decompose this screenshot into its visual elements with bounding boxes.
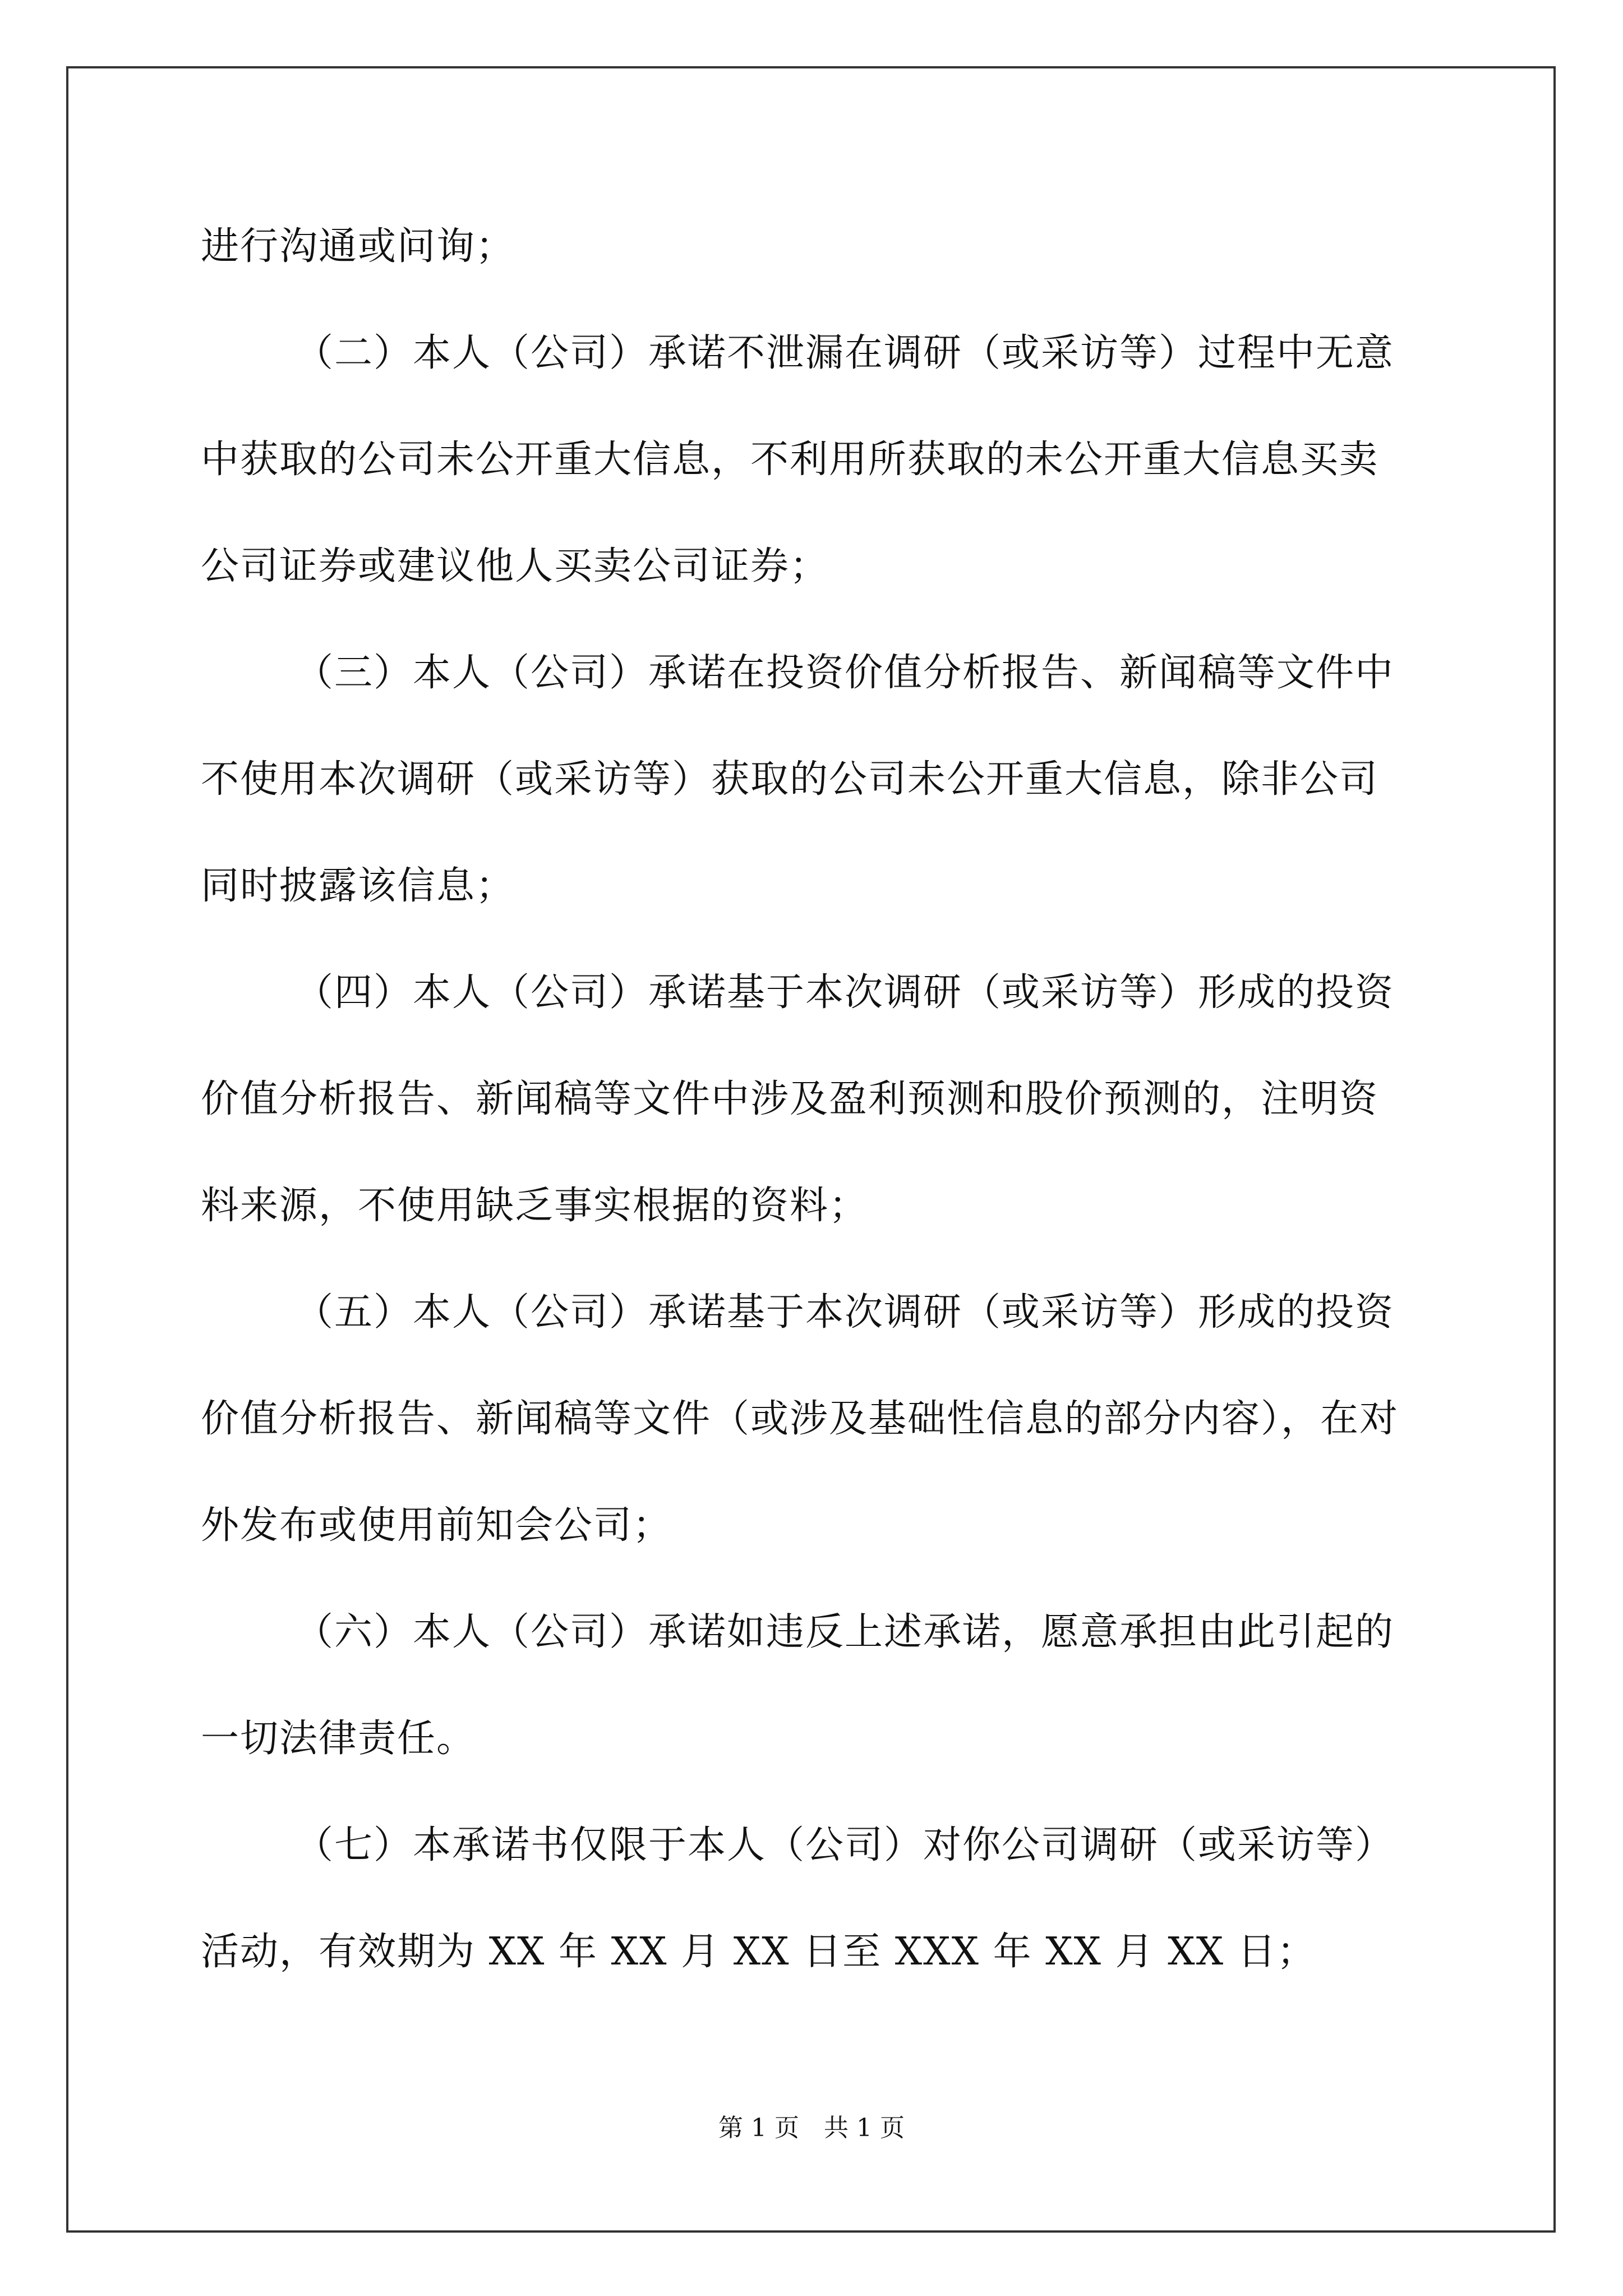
body-line: 料来源，不使用缺乏事实根据的资料；: [201, 1184, 869, 1228]
body-line: 同时披露该信息；: [201, 864, 515, 908]
page-border: [66, 66, 1556, 2233]
body-line: 价值分析报告、新闻稿等文件中涉及盈利预测和股价预测的，注明资: [201, 1077, 1379, 1121]
body-line: 一切法律责任。: [201, 1717, 476, 1761]
body-line: 不使用本次调研（或采访等）获取的公司未公开重大信息，除非公司: [201, 757, 1379, 802]
clause-2-line: （二）本人（公司）承诺不泄漏在调研（或采访等）过程中无意: [295, 331, 1395, 375]
clause-5-line: （五）本人（公司）承诺基于本次调研（或采访等）形成的投资: [295, 1290, 1395, 1335]
body-line: 外发布或使用前知会公司；: [201, 1503, 672, 1548]
body-line: 公司证券或建议他人买卖公司证券；: [201, 544, 829, 588]
clause-3-line: （三）本人（公司）承诺在投资价值分析报告、新闻稿等文件中: [295, 651, 1395, 695]
clause-7-line: （七）本承诺书仅限于本人（公司）对你公司调研（或采访等）: [295, 1823, 1395, 1867]
body-line: 进行沟通或问询；: [201, 224, 515, 269]
body-line: 中获取的公司未公开重大信息，不利用所获取的未公开重大信息买卖: [201, 438, 1379, 482]
body-line: 价值分析报告、新闻稿等文件（或涉及基础性信息的部分内容），在对: [201, 1397, 1399, 1441]
clause-6-line: （六）本人（公司）承诺如违反上述承诺，愿意承担由此引起的: [295, 1610, 1395, 1654]
body-line: 活动，有效期为 XX 年 XX 月 XX 日至 XXX 年 XX 月 XX 日；: [201, 1930, 1316, 1974]
page-number-footer: 第 1 页 共 1 页: [718, 2114, 905, 2142]
clause-4-line: （四）本人（公司）承诺基于本次调研（或采访等）形成的投资: [295, 970, 1395, 1015]
